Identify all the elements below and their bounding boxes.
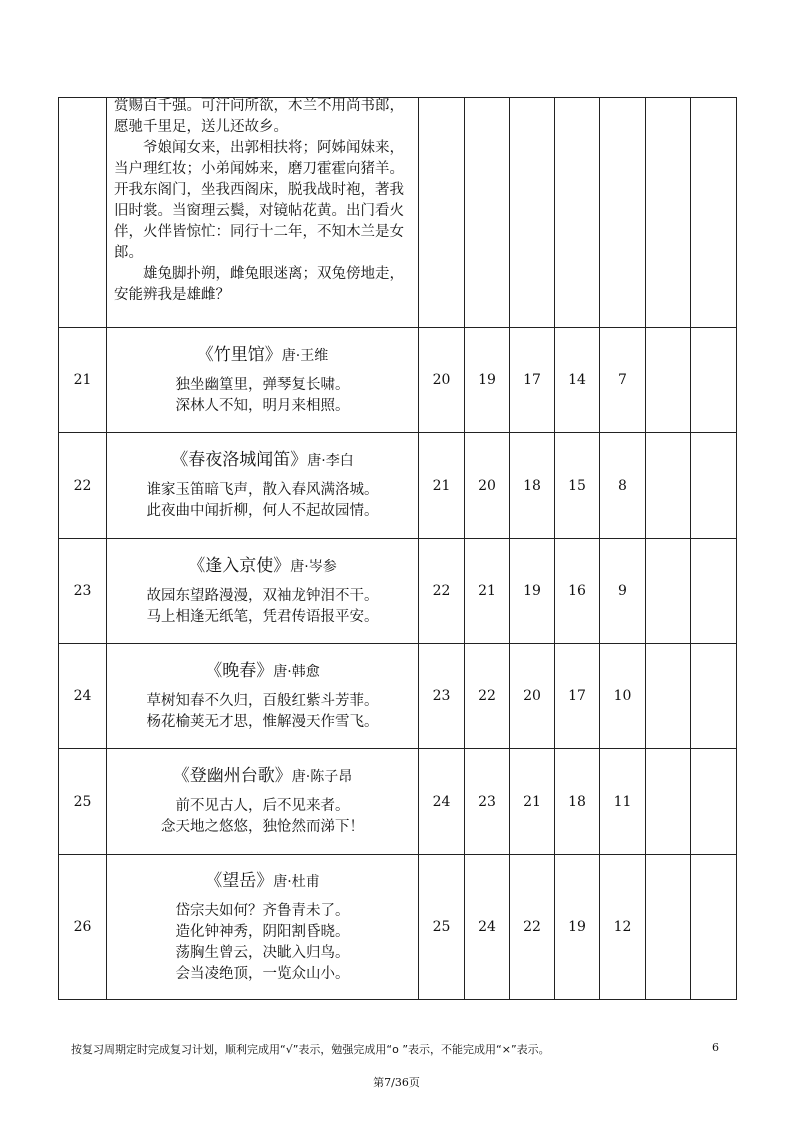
poem-author: 唐·王维 [281,347,329,364]
review-day-cell[interactable]: 21 [510,749,555,855]
poem-line: 造化钟神秀，阴阳割昏晓。 [175,923,350,940]
row-number: 25 [59,749,107,855]
check-cell[interactable] [646,749,691,855]
poem-cell [107,328,419,433]
poem-paragraph: 赏赐百千强。可汗问所欲，木兰不用尚书郎，愿驰千里足，送儿还故乡。 [114,98,404,135]
footer-page-number: 6 [712,1041,719,1054]
poem-title: 《晚春》 [205,660,274,681]
poem-author: 唐·李白 [307,453,354,469]
check-cell[interactable] [646,855,691,1000]
check-cell[interactable] [691,644,737,749]
poem-line: 荡胸生曾云，决眦入归鸟。 [175,944,350,961]
poem-cell [107,855,419,1000]
poem-line: 前不见古人，后不见来者。 [175,798,350,814]
poem-line: 独坐幽篁里，弹琴复长啸。 [175,376,350,393]
poem-title-line [107,555,418,578]
check-cell[interactable] [691,433,737,539]
table-row-continuation [59,98,737,328]
table-row [59,749,737,855]
check-cell[interactable] [646,433,691,539]
poem-line: 草树知春不久归，百般红紫斗芳菲。 [146,692,379,709]
poem-line: 马上相逢无纸笔，凭君传语报平安。 [146,608,379,625]
footer-note: 按复习周期定时完成复习计划，顺利完成用“√”表示，勉强完成用“ο ”表示，不能完成用“×”表示。 [71,1043,550,1056]
row-number-cell [59,98,107,328]
row-number: 23 [59,539,107,644]
poem-cell [107,433,419,539]
table-row [59,644,737,749]
check-cell[interactable] [691,328,737,433]
check-cell[interactable] [646,98,691,328]
table-row [59,539,737,644]
poem-title: 《竹里馆》 [196,344,282,365]
page-indicator: 第7/36页 [373,1076,420,1089]
review-cell[interactable] [555,98,600,328]
poem-line: 杨花榆荚无才思，惟解漫天作雪飞。 [146,713,379,730]
poem-title-line [107,765,418,788]
review-cell[interactable] [510,98,555,328]
review-day-cell[interactable]: 18 [555,749,600,855]
poem-cell [107,539,419,644]
poem-author: 唐·杜甫 [273,873,320,890]
check-cell[interactable] [646,328,691,433]
table-row [59,433,737,539]
poem-line: 念天地之悠悠，独怆然而涕下！ [161,819,364,835]
review-day-cell[interactable]: 23 [465,749,510,855]
review-cell[interactable] [465,98,510,328]
review-day-cell[interactable]: 19 [465,328,510,433]
poem-title: 《登幽州台歌》 [172,766,292,786]
review-day-cell[interactable]: 21 [465,539,510,644]
review-day-cell[interactable]: 22 [510,855,555,1000]
review-day-cell[interactable]: 23 [419,644,465,749]
review-day-cell[interactable]: 25 [419,855,465,1000]
row-number: 21 [59,328,107,433]
review-day-cell[interactable]: 8 [600,433,646,539]
table-row [59,855,737,1000]
check-cell[interactable] [691,749,737,855]
poem-paragraph: 雄兔脚扑朔，雌兔眼迷离；双兔傍地走，安能辨我是雄雌？ [114,266,404,303]
review-day-cell[interactable]: 18 [510,433,555,539]
poem-title-line [107,660,418,683]
row-number: 26 [59,855,107,1000]
check-cell[interactable] [691,855,737,1000]
review-day-cell[interactable]: 9 [600,539,646,644]
check-cell[interactable] [646,644,691,749]
review-day-cell[interactable]: 17 [555,644,600,749]
poem-line: 此夜曲中闻折柳，何人不起故园情。 [146,503,379,519]
poem-line: 谁家玉笛暗飞声，散入春风满洛城。 [146,482,379,498]
review-day-cell[interactable]: 19 [555,855,600,1000]
poem-author: 唐·岑参 [290,558,337,575]
poem-continuation-cell [107,98,419,328]
review-day-cell[interactable]: 20 [419,328,465,433]
poem-title-line [107,344,418,367]
review-day-cell[interactable]: 22 [465,644,510,749]
review-day-cell[interactable]: 20 [465,433,510,539]
review-day-cell[interactable]: 21 [419,433,465,539]
review-day-cell[interactable]: 19 [510,539,555,644]
poem-author: 唐·陈子昂 [291,769,353,785]
review-day-cell[interactable]: 20 [510,644,555,749]
poem-title-line [107,449,418,472]
review-day-cell[interactable]: 11 [600,749,646,855]
check-cell[interactable] [691,98,737,328]
row-number: 22 [59,433,107,539]
review-day-cell[interactable]: 14 [555,328,600,433]
poem-title: 《春夜洛城闻笛》 [171,450,308,470]
review-day-cell[interactable]: 17 [510,328,555,433]
poem-line: 深林人不知，明月来相照。 [175,397,350,414]
review-day-cell[interactable]: 7 [600,328,646,433]
poem-paragraph: 爷娘闻女来，出郭相扶将；阿姊闻妹来，当户理红妆；小弟闻姊来，磨刀霍霍向猪羊。开我东阁门，坐我西阁床，脱我战时袍，著我旧时裳。当窗理云鬓，对镜帖花黄。出门看火伴，火伴皆惊忙：同行十二年，不知木兰是女郎。 [114,140,404,261]
review-day-cell[interactable]: 24 [419,749,465,855]
review-day-cell[interactable]: 15 [555,433,600,539]
poem-cell [107,749,419,855]
review-day-cell[interactable]: 10 [600,644,646,749]
review-day-cell[interactable]: 24 [465,855,510,1000]
check-cell[interactable] [646,539,691,644]
poem-title: 《望岳》 [205,870,274,891]
check-cell[interactable] [691,539,737,644]
table-row [59,328,737,433]
poem-cell [107,644,419,749]
review-day-cell[interactable]: 12 [600,855,646,1000]
poem-line: 故园东望路漫漫，双袖龙钟泪不干。 [146,587,379,604]
review-cell[interactable] [600,98,646,328]
review-day-cell[interactable]: 22 [419,539,465,644]
review-plan-table [58,97,737,1000]
poem-title-line [107,870,418,893]
poem-author: 唐·韩愈 [273,663,320,680]
review-day-cell[interactable]: 16 [555,539,600,644]
review-cell[interactable] [419,98,465,328]
poem-line: 会当凌绝顶，一览众山小。 [175,965,350,982]
poem-line: 岱宗夫如何？齐鲁青未了。 [175,902,350,919]
row-number: 24 [59,644,107,749]
poem-title: 《逢入京使》 [188,555,291,576]
